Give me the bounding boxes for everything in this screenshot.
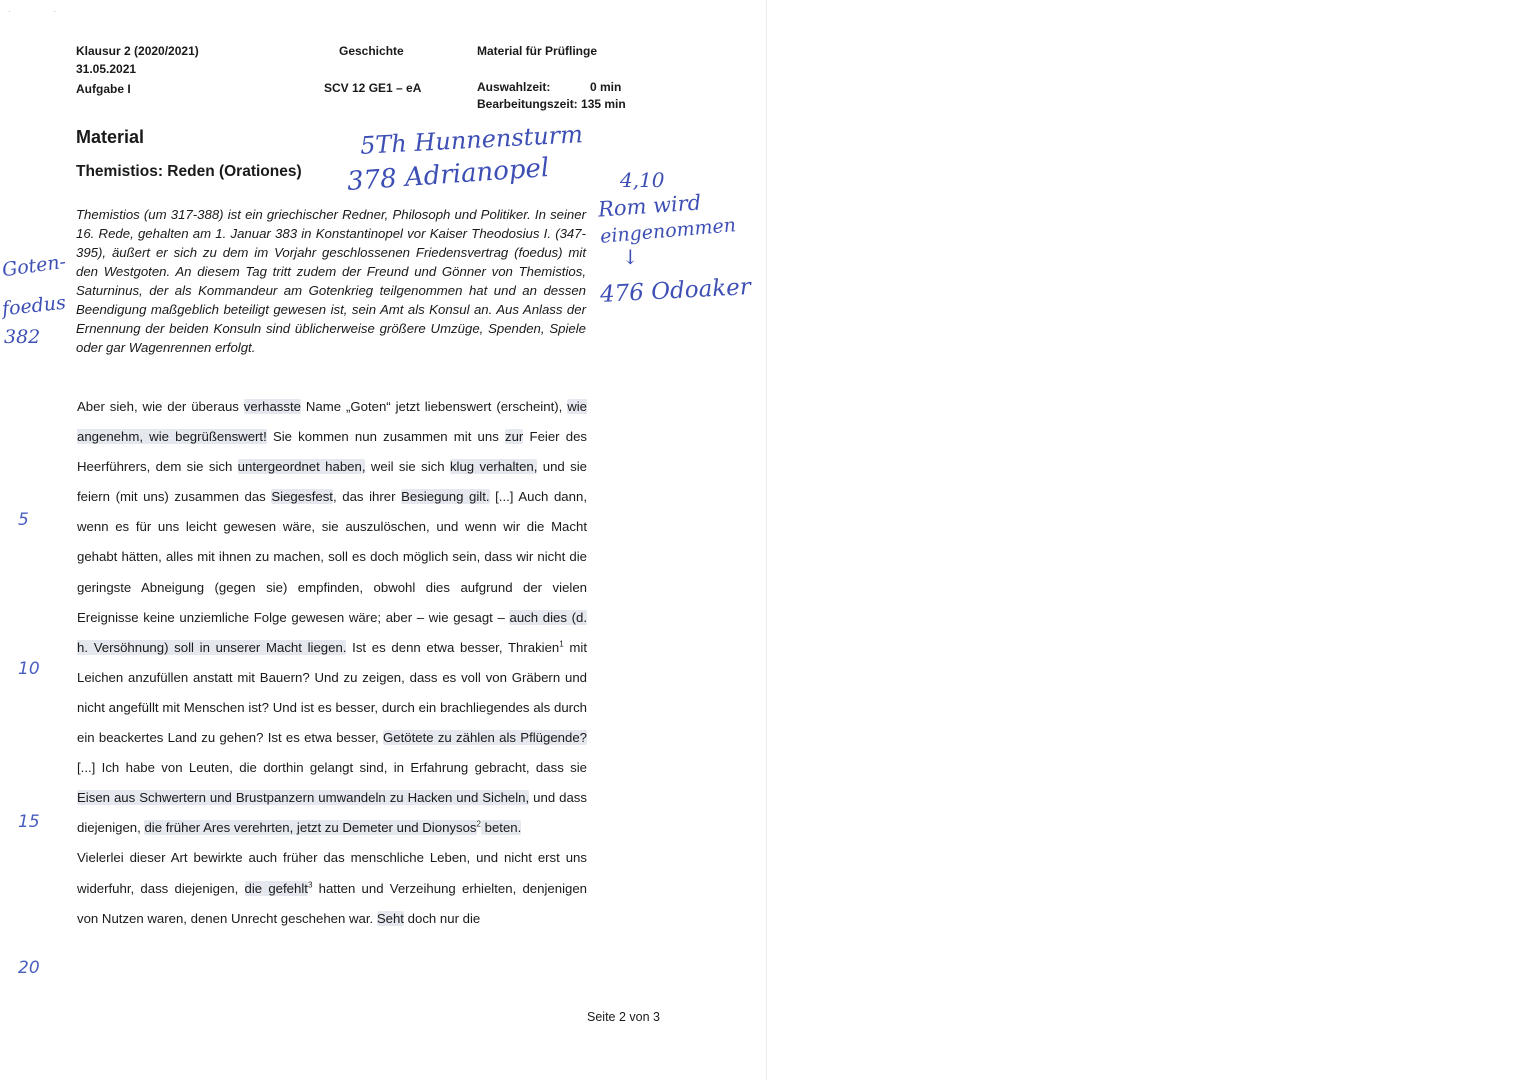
handnote-foedus: foedus	[0, 291, 67, 321]
highlight: verhasste	[243, 399, 301, 414]
scan-artifact: · ·	[8, 6, 77, 16]
header-bearbeitungszeit: Bearbeitungszeit: 135 min	[477, 97, 626, 111]
handnote-382: 382	[4, 326, 41, 348]
handnote-odoaker: 476 Odoaker	[599, 274, 752, 308]
highlight: Eisen aus Schwertern und Brustpanzern umwandeln zu Hacken und Sicheln,	[77, 790, 530, 806]
header-datum: 31.05.2021	[76, 62, 137, 76]
handnote-arrow-icon: ↓	[622, 245, 639, 269]
header-auswahlzeit-label: Auswahlzeit:	[477, 80, 551, 94]
handnote-eingenommen: eingenommen	[599, 214, 737, 248]
line-number: 15	[18, 812, 40, 832]
line-number: 10	[18, 659, 40, 679]
header-auswahlzeit-value: 0 min	[590, 80, 622, 94]
source-paragraph-1: Aber sieh, wie der überaus verhasste Name „Goten“ jetzt liebenswert (erscheint), wie angenehm, wie begrüßenswert! Sie kommen nun zusammen mit uns zur Feier des Heerführers, dem sie sich untergeordnet haben, weil sie sich klug verhalten, und sie feiern (mit uns) zusammen das Siegesfest, das ihrer Besiegung gilt. [...] Auch dann, wenn es für uns leicht gewesen wäre, sie auszulöschen, und wenn wir die Macht gehabt hätten, alles mit ihnen zu machen, soll es doch möglich sein, dass wir nicht die geringste Abneigung (gegen sie) empfinden, obwohl dies aufgrund der vielen Ereignisse keine unziemliche Folge gewesen wäre; aber – wie gesagt – auch dies (d. h. Versöhnung) soll in unserer Macht liegen. Ist es denn etwa besser, Thrakien$^1$ mit Leichen anzufüllen anstatt mit Bauern? Und zu zeigen, dass es voll von Gräbern und nicht angefüllt mit Menschen ist? Und ist es besser, durch ein brachliegendes als durch ein beackertes Land zu gehen? Ist es etwa besser, Getötete zu zählen als Pflügende? [...] Ich habe von Leuten, die dorthin gelangt sind, in Erfahrung gebracht, dass sie Eisen aus Schwertern und Brustpanzern umwandeln zu Hacken und Sicheln, und dass diejenigen, die früher Ares verehrten, jetzt zu Demeter und Dionysos$^2$ beten.	[77, 399, 588, 836]
highlight: Siegesfest	[271, 489, 333, 505]
page-title: Material	[76, 127, 145, 147]
header-aufgabe: Aufgabe I	[76, 82, 131, 96]
highlight: die früher Ares verehrten, jetzt zu Demeter und Dionysos	[144, 820, 477, 836]
header-kurs: SCV 12 GE1 – eA	[324, 81, 422, 95]
highlight: untergeordnet haben,	[237, 459, 366, 475]
handnote-date: 4,10	[620, 168, 665, 192]
intro-text: Themistios (um 317-388) ist ein griechischer Redner, Philosoph und Politiker. In seiner 16. Rede, gehalten am 1. Januar 383 in Konstantinopel vor Kaiser Theodosius I. (347-395), äußert er sich zu dem im Vorjahr geschlossenen Friedensvertrag (foedus) mit den Westgoten. An diesem Tag tritt zudem der Freund und Gönner von Themistios, Saturninus, der als Kommandeur am Gotenkrieg teilgenommen hat und an dessen Beendigung maßgeblich beteiligt gewesen ist, sein Amt als Konsul an. Aus Anlass der Ernennung der beiden Konsuln sind üblicherweise größere Umzüge, Spenden, Spiele oder gar Wagenrennen erfolgt.	[76, 207, 586, 355]
line-number: 5	[18, 510, 29, 530]
highlight: Besiegung gilt.	[401, 489, 490, 505]
highlight: Getötete zu zählen als Pflügende?	[382, 730, 588, 746]
header-material: Material für Prüflinge	[477, 44, 598, 58]
handnote-adrianopel: 378 Adrianopel	[346, 152, 551, 198]
footnote-ref: 3	[307, 880, 313, 890]
source-text	[77, 392, 587, 934]
highlight: zur	[505, 429, 524, 445]
highlight: beten.	[480, 820, 522, 836]
header-fach: Geschichte	[339, 44, 404, 58]
source-paragraph-2: Vielerlei dieser Art bewirkte auch früher das menschliche Leben, und nicht erst uns widerfuhr, dass diejenigen, die gefehlt$^3$ hatten und Verzeihung erhielten, denjenigen von Nutzen waren, denen Unrecht geschehen war. Seht doch nur die	[77, 850, 587, 926]
highlight: klug verhalten,	[449, 459, 538, 475]
highlight: wie angenehm, wie begrüßenswert!	[77, 399, 587, 445]
handnote-goten: Goten-	[0, 250, 68, 282]
handnote-hunnensturm: 5Th Hunnensturm	[359, 120, 584, 160]
handnote-rom: Rom wird	[597, 190, 702, 222]
header-klausur: Klausur 2 (2020/2021)	[76, 44, 199, 58]
line-number: 20	[18, 958, 40, 978]
highlight: Seht	[376, 910, 404, 926]
page-number: Seite 2 von 3	[587, 1010, 660, 1024]
footnote-ref: 2	[476, 819, 481, 829]
source-title: Themistios: Reden (Orationes)	[76, 163, 302, 180]
highlight: die gefehlt	[244, 880, 308, 896]
highlight: auch dies (d. h. Versöhnung) soll in unserer Macht liegen.	[77, 609, 587, 655]
footnote-ref: 1	[559, 639, 564, 649]
